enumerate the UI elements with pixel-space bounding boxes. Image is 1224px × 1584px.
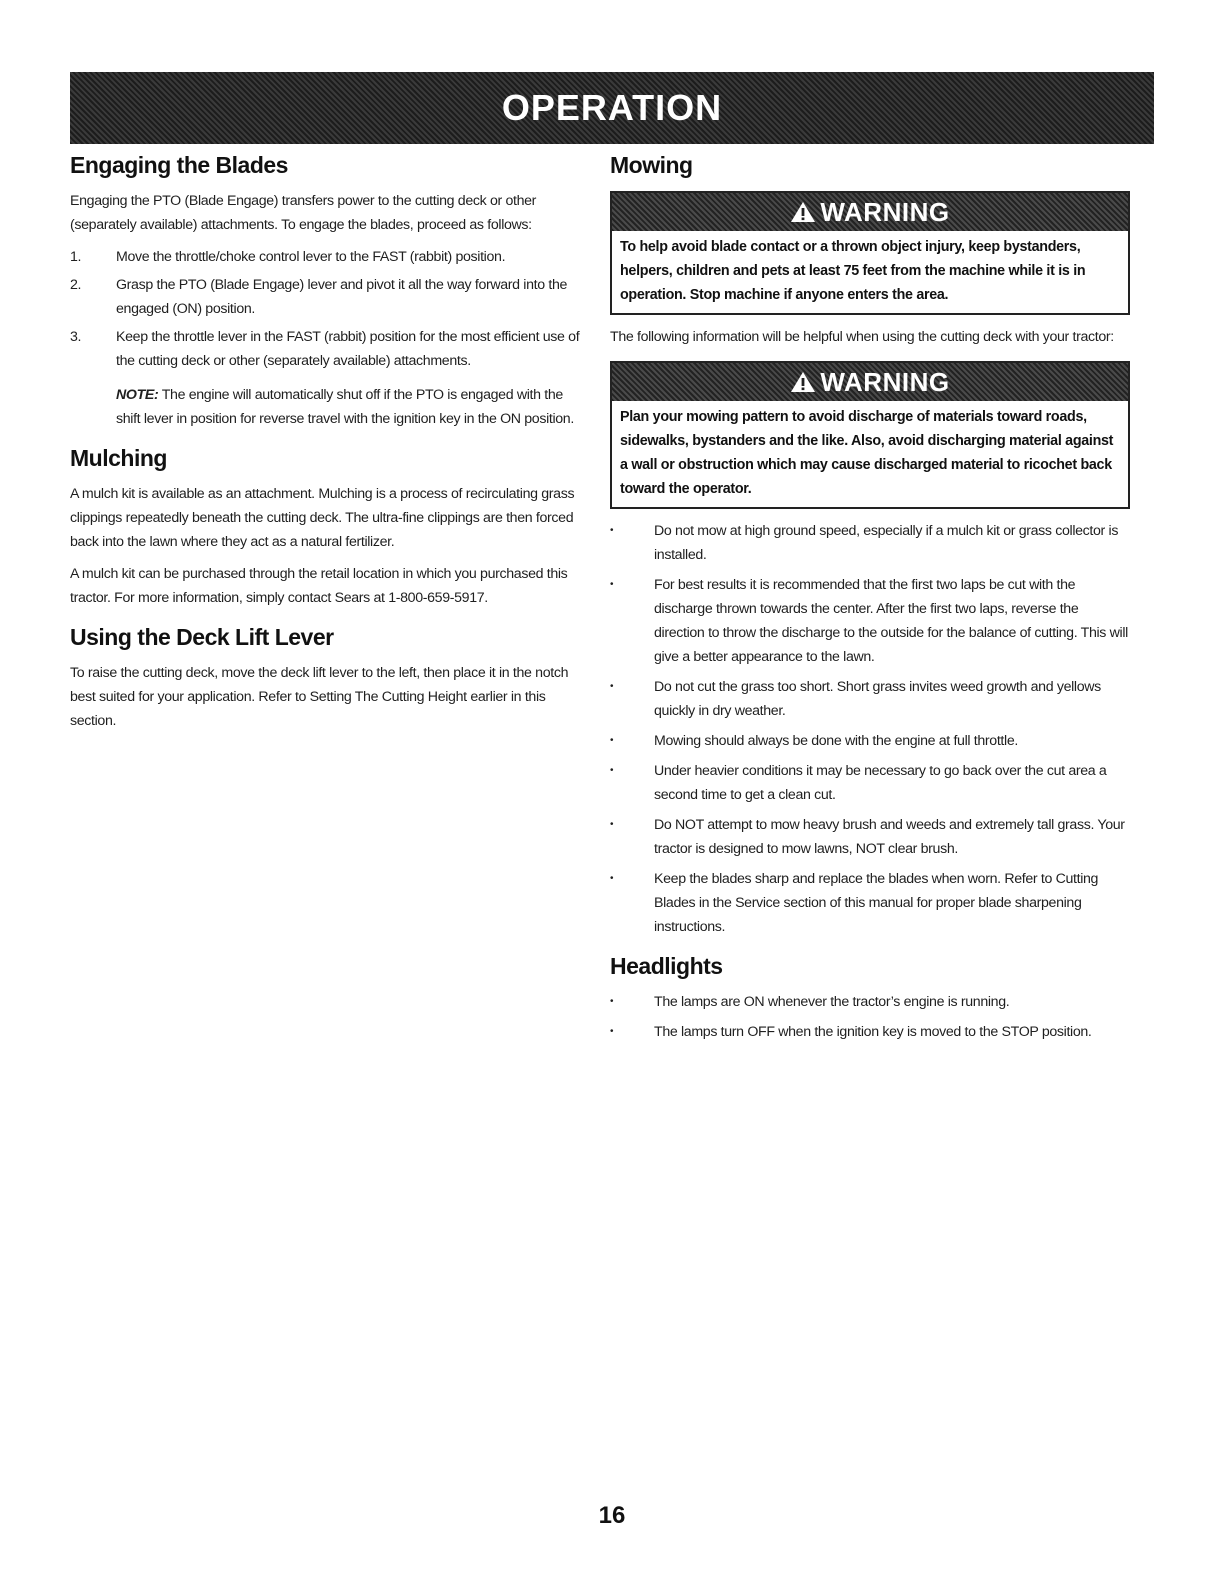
mowing-heading: Mowing — [610, 152, 693, 178]
page-title: OPERATION — [501, 87, 723, 128]
section-banner — [70, 72, 1154, 144]
mowing-tips-list — [610, 519, 1130, 939]
headlights-section — [610, 953, 1130, 1044]
step-text: Move the throttle/choke control lever to the FAST (rabbit) position. — [116, 249, 506, 265]
list-item: • For best results it is recommended that the first two laps be cut with the discharge thrown towards the center. After the first two laps, reverse the direction to throw the discharge to the outside for the balance of cutting. This will give a better appearance to the lawn. — [610, 573, 1130, 669]
mulching-paragraph-2: A mulch kit can be purchased through the retail location in which you purchased this tractor. For more information, simply contact Sears at 1-800-659-5917. — [70, 566, 568, 606]
list-item: • The lamps are ON whenever the tractor’s engine is running. — [610, 990, 1130, 1014]
right-column — [610, 152, 1130, 1058]
warning-box-discharge — [610, 361, 1130, 509]
engaging-blades-section — [70, 152, 585, 431]
left-column — [70, 152, 585, 747]
mulching-paragraph-1: A mulch kit is available as an attachment. Mulching is a process of recirculating grass clippings repeatedly beneath the cutting deck. The ultra-fine clippings are then forced back into the lawn where they act as a natural fertilizer. — [70, 486, 575, 550]
mulching-section — [70, 445, 585, 610]
mulching-heading: Mulching — [70, 445, 167, 471]
engaging-blades-heading: Engaging the Blades — [70, 152, 288, 178]
warning-triangle-icon — [790, 201, 816, 223]
step-text: Grasp the PTO (Blade Engage) lever and pivot it all the way forward into the engaged (ON) position. — [116, 277, 568, 317]
step-number: 2. — [70, 277, 82, 293]
list-item: • The lamps turn OFF when the ignition key is moved to the STOP position. — [610, 1020, 1130, 1044]
step-text: Keep the throttle lever in the FAST (rabbit) position for the most efficient use of the cutting deck or other (separately available) attachments. — [116, 329, 580, 369]
list-item: • Do not cut the grass too short. Short grass invites weed growth and yellows quickly in dry weather. — [610, 675, 1130, 723]
step-number: 3. — [70, 329, 82, 345]
list-item: • Keep the blades sharp and replace the blades when worn. Refer to Cutting Blades in the Service section of this manual for proper blade sharpening instructions. — [610, 867, 1130, 939]
warning-header — [612, 363, 1128, 401]
step-item — [70, 273, 585, 321]
list-item: • Mowing should always be done with the engine at full throttle. — [610, 729, 1130, 753]
engaging-intro: Engaging the PTO (Blade Engage) transfers power to the cutting deck or other (separately available) attachments. To engage the blades, proceed as follows: — [70, 193, 537, 233]
warning-text: To help avoid blade contact or a thrown object injury, keep bystanders, helpers, children and pets at least 75 feet from the machine while it is in operation. Stop machine if anyone enters the area. — [620, 239, 1086, 303]
list-item: • Do not mow at high ground speed, especially if a mulch kit or grass collector is installed. — [610, 519, 1130, 567]
warning-header — [612, 193, 1128, 231]
list-item: • Under heavier conditions it may be necessary to go back over the cut area a second time to get a clean cut. — [610, 759, 1130, 807]
deck-lift-section — [70, 624, 585, 733]
page-number: 16 — [598, 1502, 626, 1529]
warning-triangle-icon — [790, 371, 816, 393]
list-item: • Do NOT attempt to mow heavy brush and weeds and extremely tall grass. Your tractor is designed to mow lawns, NOT clear brush. — [610, 813, 1130, 861]
mowing-intro: The following information will be helpful when using the cutting deck with your tractor: — [610, 329, 1114, 345]
mowing-section — [610, 152, 1130, 939]
note-label: NOTE: — [116, 387, 159, 403]
deck-lift-paragraph: To raise the cutting deck, move the deck lift lever to the left, then place it in the notch best suited for your application. Refer to Setting The Cutting Height earlier in this section. — [70, 665, 569, 729]
engaging-steps-list — [70, 245, 585, 373]
step-number: 1. — [70, 249, 82, 265]
note-text: The engine will automatically shut off if the PTO is engaged with the shift lever in position for reverse travel with the ignition key in the ON position. — [116, 387, 574, 427]
warning-text: Plan your mowing pattern to avoid discharge of materials toward roads, sidewalks, bystanders and the like. Also, avoid discharging material against a wall or obstruction which may cause discharged material to ricochet back toward the operator. — [620, 409, 1114, 497]
warning-box-bystanders — [610, 191, 1130, 315]
step-item — [70, 245, 585, 269]
step-item — [70, 325, 585, 373]
warning-title: WARNING — [820, 196, 950, 227]
deck-lift-heading: Using the Deck Lift Lever — [70, 624, 334, 650]
headlights-list — [610, 990, 1130, 1044]
warning-title: WARNING — [820, 366, 950, 397]
engine-note — [70, 383, 585, 431]
headlights-heading: Headlights — [610, 953, 723, 979]
